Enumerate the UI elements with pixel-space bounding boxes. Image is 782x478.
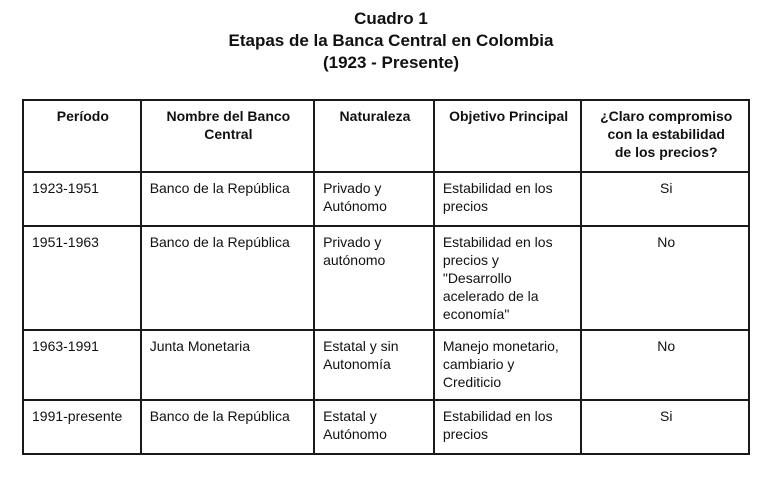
header-nombre-banco: Nombre del Banco Central: [141, 100, 314, 172]
cell-nombre: Banco de la República: [141, 400, 314, 454]
cell-compromiso: No: [581, 330, 749, 400]
table-caption: [0, 8, 782, 74]
cell-objetivo: Estabilidad en los precios y "Desarrollo acelerado de la economía": [434, 226, 582, 330]
cell-naturaleza: Estatal y sin Autonomía: [314, 330, 434, 400]
central-bank-stages-table: [22, 99, 750, 455]
caption-number: Cuadro 1: [354, 9, 428, 28]
caption-title: Etapas de la Banca Central en Colombia: [228, 31, 554, 50]
cell-compromiso: Si: [581, 400, 749, 454]
cell-compromiso: Si: [581, 172, 749, 226]
caption-period: (1923 - Presente): [322, 53, 460, 72]
cell-naturaleza: Estatal y Autónomo: [314, 400, 434, 454]
cell-periodo: 1991-presente: [23, 400, 141, 454]
cell-compromiso: No: [581, 226, 749, 330]
header-objetivo: Objetivo Principal: [434, 100, 582, 172]
cell-periodo: 1951-1963: [23, 226, 141, 330]
cell-periodo: 1923-1951: [23, 172, 141, 226]
cell-naturaleza: Privado y autónomo: [314, 226, 434, 330]
cell-nombre: Banco de la República: [141, 172, 314, 226]
header-row: [23, 100, 749, 172]
cell-nombre: Junta Monetaria: [141, 330, 314, 400]
table-row: [23, 226, 749, 330]
cell-naturaleza: Privado y Autónomo: [314, 172, 434, 226]
cell-objetivo: Estabilidad en los precios: [434, 400, 582, 454]
cell-nombre: Banco de la República: [141, 226, 314, 330]
cell-objetivo: Estabilidad en los precios: [434, 172, 582, 226]
cell-objetivo: Manejo monetario, cambiario y Crediticio: [434, 330, 582, 400]
cell-periodo: 1963-1991: [23, 330, 141, 400]
header-naturaleza: Naturaleza: [314, 100, 434, 172]
header-periodo: Período: [23, 100, 141, 172]
table-row: [23, 330, 749, 400]
header-compromiso: ¿Claro compromiso con la estabilidad de los precios?: [581, 100, 749, 172]
table-row: [23, 172, 749, 226]
table-row: [23, 400, 749, 454]
